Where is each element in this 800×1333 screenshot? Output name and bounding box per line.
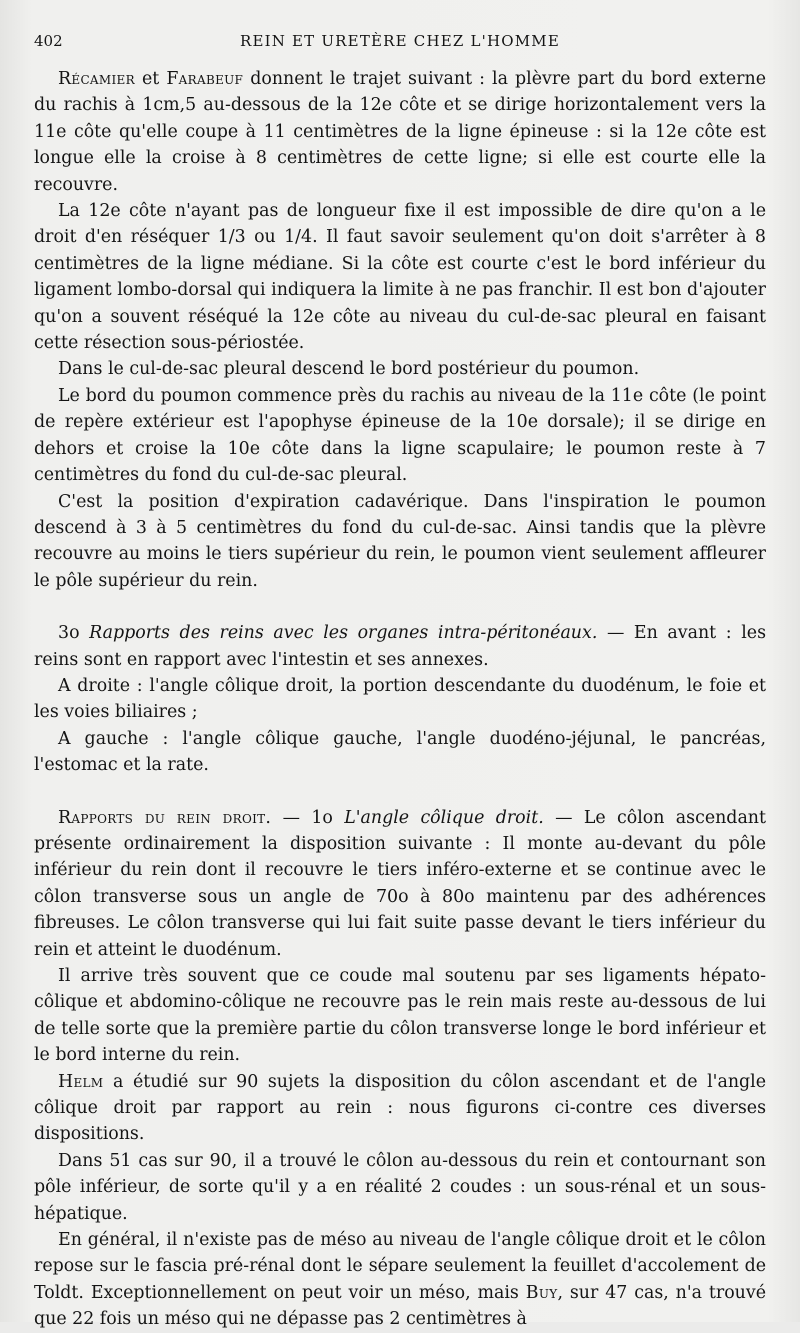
paragraph bbox=[34, 1069, 766, 1148]
italic-heading: L'angle côlique droit. bbox=[344, 807, 544, 828]
text-run: A gauche : l'angle côlique gauche, l'angle duodéno-jéjunal, le pancréas, l'estomac et la rate. bbox=[34, 728, 766, 776]
text-run: Dans 51 cas sur 90, il a trouvé le côlon au-dessous du rein et contournant son pôle inférieur, de sorte qu'il y a en réalité 2 coudes : un sous-rénal et un sous-hépatique. bbox=[34, 1150, 766, 1224]
text-run: — Le côlon ascendant présente ordinairement la disposition suivante : Il monte au-devant du pôle inférieur du rein dont il recouvre le tiers inféro-externe et se continue avec le côlon transverse sous un angle de 70o à 80o maintenu par des adhérences fibreuses. Le côlon transverse qui lui fait suite passe devant le tiers inférieur du rein et atteint le duodénum. bbox=[34, 807, 766, 960]
paragraph bbox=[34, 489, 766, 595]
text-run: , sur 47 cas, n'a trouvé que 22 fois un méso qui ne dépasse pas 2 centimètres à bbox=[34, 1282, 767, 1330]
text-run: Le bord du poumon commence près du rachis au niveau de la 11e côte (le point de repère extérieur est l'apophyse épineuse de la 10e dorsale); il se dirige en dehors et croise la 10e côte dans la ligne scapulaire; le poumon reste à 7 centimètres du fond du cul-de-sac pleural. bbox=[34, 385, 766, 486]
paragraph bbox=[34, 620, 766, 673]
page-header bbox=[34, 26, 766, 54]
paragraph bbox=[34, 66, 766, 198]
text-run: Dans le cul-de-sac pleural descend le bord postérieur du poumon. bbox=[58, 359, 640, 380]
text-run: A droite : l'angle côlique droit, la portion descendante du duodénum, le foie et les voies biliaires ; bbox=[34, 675, 766, 723]
paragraph bbox=[34, 198, 766, 356]
paragraph bbox=[34, 805, 766, 963]
text-run: donnent le trajet suivant : la plèvre part du bord externe du rachis à 1cm,5 au-dessous de la 12e côte et se dirige horizontalement vers la 11e côte qu'elle coupe à 11 centimètres de la ligne épineuse : si la 12e côte est longue elle la croise à 8 centimètres de cette ligne; si elle est courte elle la recouvre. bbox=[34, 69, 766, 195]
text-run: La 12e côte n'ayant pas de longueur fixe il est impossible de dire qu'on a le droit d'en réséquer 1/3 ou 1/4. Il faut savoir seulement qu'on doit s'arrêter à 8 centimètres de la ligne médiane. Si la côte est courte c'est le bord inférieur du ligament lombo-dorsal qui indiquera la limite à ne pas franchir. Il est bon d'ajouter qu'on a souvent réséqué la 12e côte au niveau du cul-de-sac pleural en faisant cette résection sous-périostée. bbox=[34, 201, 766, 354]
paragraph bbox=[34, 1148, 766, 1227]
italic-heading: Rapports des reins avec les organes intra-péritonéaux. bbox=[89, 623, 598, 644]
body-text bbox=[34, 66, 766, 1333]
paragraph bbox=[34, 356, 766, 382]
text-run: et bbox=[134, 69, 167, 89]
text-run: Il arrive très souvent que ce coude mal soutenu par ses ligaments hépato-côlique et abdomino-côlique ne recouvre pas le rein mais reste au-dessous de lui de telle sorte que la première partie du côlon transverse longe le bord inférieur et le bord interne du rein. bbox=[34, 966, 766, 1066]
author-name: Rapports du rein droit. bbox=[58, 807, 272, 828]
paragraph bbox=[34, 963, 766, 1069]
author-name: Récamier bbox=[58, 69, 135, 89]
paragraph bbox=[34, 1227, 766, 1333]
page-number: 402 bbox=[34, 32, 63, 50]
paragraph bbox=[34, 383, 766, 489]
text-run: — En avant : les reins sont en rapport avec l'intestin et ses annexes. bbox=[34, 623, 766, 670]
text-run: C'est la position d'expiration cadavérique. Dans l'inspiration le poumon descend à 3 à 5 centimètres du fond du cul-de-sac. Ainsi tandis que la plèvre recouvre au moins le tiers supérieur du rein, le poumon vient seulement affleurer le pôle supérieur du rein. bbox=[34, 491, 766, 591]
text-run: a étudié sur 90 sujets la disposition du côlon ascendant et de l'angle côlique droit par rapport au rein : nous figurons ci-contre ces diverses dispositions. bbox=[34, 1071, 766, 1145]
paragraph bbox=[34, 673, 766, 726]
author-name: Buy bbox=[525, 1282, 558, 1303]
text-run: En général, il n'existe pas de méso au niveau de l'angle côlique droit et le côlon repose sur le fascia pré-rénal dont le sépare seulement la feuillet d'accolement de Toldt. Exceptionnellement on peut voir un méso, mais bbox=[34, 1230, 766, 1303]
author-name: Helm bbox=[58, 1071, 104, 1092]
paragraph bbox=[34, 726, 766, 779]
author-name: Farabeuf bbox=[166, 69, 244, 89]
running-title: REIN ET URETÈRE CHEZ L'HOMME bbox=[239, 32, 561, 50]
text-run: — 1o bbox=[271, 807, 345, 828]
text-run: 3o bbox=[58, 623, 90, 644]
